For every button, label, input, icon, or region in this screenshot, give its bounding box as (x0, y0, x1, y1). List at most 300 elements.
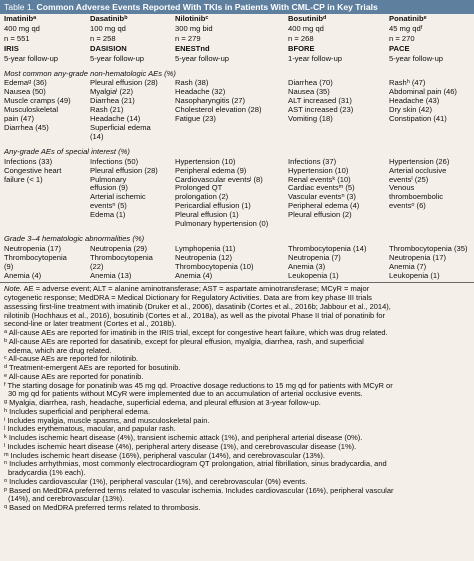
table-cell (171, 97, 284, 106)
footnote-mark: d (4, 364, 8, 371)
patient-count: n = 551 (4, 33, 30, 43)
table-cell (171, 133, 284, 142)
cell-text: Nausea (35) (288, 88, 330, 97)
cell-text: (25) (412, 175, 429, 184)
note-text: Includes myalgia, muscle spasms, and musculoskeletal pain. (5, 416, 210, 425)
table-cell (171, 254, 284, 263)
cell-text: Pleural effusion (28) (90, 79, 158, 88)
cell-text: Infections (33) (4, 157, 53, 166)
note-text: cytogenetic response; MedDRA = Medical Dictionary for Regulatory Activities. Data are from key phase III trials (4, 294, 372, 303)
section-header (0, 146, 474, 158)
table-cell (385, 202, 474, 211)
patient-count: n = 270 (389, 33, 415, 43)
header-cell (86, 34, 171, 44)
note-text: All-cause AEs are reported for nilotinib. (6, 355, 139, 364)
table-cell (385, 263, 474, 272)
footnote-mark: a (33, 15, 37, 21)
note-line (4, 312, 470, 321)
cell-text: (10) (335, 175, 351, 184)
cell-text: Anemia (7) (389, 262, 427, 271)
table-cell (86, 79, 171, 88)
header-cell (171, 34, 284, 44)
cell-text: Prolonged QT (175, 184, 223, 193)
note-line (4, 434, 470, 443)
cell-text: Rash (21) (90, 106, 124, 115)
table-cell (284, 106, 385, 115)
cell-text: Congestive heart (4, 166, 62, 175)
table-row (0, 211, 474, 220)
followup-period: 5-year follow-up (175, 53, 230, 63)
note-text: Includes ischemic heart disease (4%), peripheral artery disease (1%), and cerebrovascular disease (1%). (5, 442, 357, 451)
cell-text: Cardiac events (288, 184, 339, 193)
footnote-mark: l (4, 442, 6, 449)
footnote-mark: f (420, 24, 423, 31)
cell-text: Pulmonary (90, 175, 127, 184)
cell-text: Musculoskeletal (4, 106, 59, 115)
table-row (0, 167, 474, 176)
table-cell (385, 106, 474, 115)
cell-text: Muscle cramps (49) (4, 97, 71, 106)
table-row (0, 220, 474, 229)
note-text: Myalgia, diarrhea, rash, headache, superficial edema, and pleural effusion at 3-year follow-up. (7, 399, 321, 408)
note-line (4, 504, 470, 513)
note-line (4, 294, 470, 303)
note-text: Based on MedDRA preferred terms related to vascular ischemia. Includes cardiovascular (16%), peripheral vascular (7, 486, 394, 495)
table-cell (86, 88, 171, 97)
table-cell (284, 193, 385, 202)
cell-text: Rash (389, 79, 407, 88)
note-line (4, 460, 470, 469)
cell-text: Diarrhea (70) (288, 79, 333, 88)
table-cell (0, 184, 86, 193)
cell-text: Myalgia (90, 88, 117, 97)
table-cell (284, 167, 385, 176)
header-row (0, 24, 474, 34)
table-cell (385, 193, 474, 202)
footnote-mark: e (4, 372, 8, 379)
section-header (0, 68, 474, 80)
table-row (0, 245, 474, 254)
cell-text: (47) (409, 79, 426, 88)
adverse-events-table (0, 14, 474, 280)
table-cell (0, 167, 86, 176)
footnote-mark: k (332, 175, 336, 182)
cell-text: Thrombocytopenia (35) (389, 244, 468, 253)
header-cell (0, 14, 86, 24)
drug-dose: 100 mg qd (90, 23, 126, 33)
table-cell (171, 106, 284, 115)
table-row (0, 158, 474, 167)
section-title: Most common any-grade non-hematologic AEs (%) (4, 68, 176, 78)
note-line (4, 487, 470, 496)
table-row (0, 272, 474, 281)
section-title: Grade 3–4 hematologic abnormalities (%) (4, 233, 145, 243)
trial-name: ENESTnd (175, 43, 210, 53)
header-cell (171, 44, 284, 54)
header-cell (284, 14, 385, 24)
cell-text: (3) (344, 193, 356, 202)
cell-text: (5) (115, 202, 127, 211)
table-cell (171, 245, 284, 254)
cell-text: Hypertension (10) (288, 166, 349, 175)
footnote-mark: g (28, 79, 32, 86)
cell-text: Diarrhea (45) (4, 123, 49, 132)
table-cell (171, 88, 284, 97)
note-text: (14%), and cerebrovascular (13%). (8, 495, 125, 504)
header-cell (385, 44, 474, 54)
drug-name: Ponatinib (389, 14, 424, 23)
note-text: All-cause AEs are reported for ponatinib. (7, 372, 144, 381)
table-cell (171, 167, 284, 176)
footnote-mark: l (411, 175, 413, 182)
header-cell (385, 54, 474, 64)
cell-text: Vomiting (18) (288, 115, 333, 124)
note-text: The starting dosage for ponatinib was 45 mg qd. Proactive dosage reductions to 15 mg qd for patients with MCyR or (5, 381, 393, 390)
note-text: Includes arrhythmias, most commonly electrocardiogram QT prolongation, atrial fibrillation, sinus bradycardia, and (7, 460, 387, 469)
patient-count: n = 279 (175, 33, 201, 43)
table-cell (385, 133, 474, 142)
footnote-mark: o (4, 477, 8, 484)
note-text: Treatment-emergent AEs are reported for bosutinib. (7, 364, 181, 373)
cell-text: Cardiovascular events (175, 175, 251, 184)
cell-text: Edema (4, 79, 29, 88)
table-cell (385, 254, 474, 263)
table-cell (86, 245, 171, 254)
table-cell (385, 184, 474, 193)
header-cell (284, 54, 385, 64)
table-cell (86, 263, 171, 272)
cell-text: Neutropenia (17) (4, 244, 61, 253)
table-cell (284, 115, 385, 124)
cell-text: Diarrhea (21) (90, 97, 135, 106)
table-cell (284, 184, 385, 193)
note-text: Based on MedDRA preferred terms related to thrombosis. (7, 504, 201, 513)
note-text: 30 mg qd for patients without MCyR were implemented due to an accumulation of arterial occlusive events. (8, 390, 363, 399)
note-line (4, 347, 470, 356)
note-text: All-cause AEs are reported for dasatinib, except for pleural effusion, myalgia, diarrhea, rash, and superficial (7, 337, 364, 346)
header-cell (284, 44, 385, 54)
cell-text: (22) (90, 262, 104, 271)
followup-period: 5-year follow-up (389, 53, 444, 63)
header-cell (0, 24, 86, 34)
cell-text: Thrombocytopenia (10) (175, 262, 254, 271)
table-row (0, 254, 474, 263)
table-cell (284, 133, 385, 142)
drug-dose: 400 mg qd (288, 23, 324, 33)
note-line (4, 320, 470, 329)
table-cell (284, 88, 385, 97)
cell-text: events (389, 175, 412, 184)
note-line (4, 452, 470, 461)
table-cell (284, 254, 385, 263)
note-line (4, 495, 470, 504)
table-cell (86, 220, 171, 229)
cell-text: Vascular events (288, 193, 342, 202)
table-cell (0, 115, 86, 124)
footnote-mark: j (250, 175, 252, 182)
note-text: edema, which are drug related. (8, 346, 112, 355)
table-cell (385, 115, 474, 124)
cell-text: Pulmonary hypertension (0) (175, 220, 269, 229)
table-row (0, 193, 474, 202)
cell-text: events (389, 202, 412, 211)
note-text: assessing first-line treatment with imatinib (Druker et al., 2006), dasatinib (Cortes et al., 2016b; Jabbour et al., 2014), (4, 302, 391, 311)
table-cell (86, 158, 171, 167)
cell-text: Pleural effusion (28) (90, 166, 158, 175)
cell-text: (14) (90, 132, 104, 141)
cell-text: failure (< 1) (4, 175, 43, 184)
note-line (4, 443, 470, 452)
note-line (4, 390, 470, 399)
header-cell (86, 24, 171, 34)
cell-text: Headache (32) (175, 88, 226, 97)
note-line (4, 303, 470, 312)
note-text: Includes superficial and peripheral edema. (7, 407, 151, 416)
cell-text: Neutropenia (17) (389, 253, 446, 262)
cell-text: (5) (343, 184, 355, 193)
table-cell (385, 272, 474, 281)
table-cell (385, 220, 474, 229)
table-row (0, 124, 474, 133)
table-cell (0, 193, 86, 202)
cell-text: (8) (251, 175, 263, 184)
cell-text: Constipation (41) (389, 115, 447, 124)
header-cell (86, 44, 171, 54)
cell-text: Infections (37) (288, 157, 337, 166)
table-cell (0, 124, 86, 133)
footnote-mark: k (4, 434, 7, 441)
cell-text: Dry skin (42) (389, 106, 433, 115)
table-cell (171, 124, 284, 133)
cell-text: Arterial ischemic (90, 193, 146, 202)
table-cell (385, 158, 474, 167)
section-header-row (0, 146, 474, 158)
table-cell (0, 220, 86, 229)
header-row (0, 54, 474, 64)
header-cell (86, 54, 171, 64)
footnote-mark: m (4, 451, 9, 458)
cell-text: Nasopharyngitis (27) (175, 97, 246, 106)
table-cell (385, 176, 474, 185)
header-cell (171, 14, 284, 24)
header-cell (171, 54, 284, 64)
table-cell (171, 79, 284, 88)
drug-dose: 45 mg qd (389, 23, 421, 33)
table-cell (284, 263, 385, 272)
header-cell (0, 44, 86, 54)
footnote-mark: i (116, 88, 118, 95)
footnote-mark: h (4, 407, 8, 414)
cell-text: Pleural effusion (1) (175, 211, 239, 220)
header-cell (171, 24, 284, 34)
table-row (0, 263, 474, 272)
note-line (4, 364, 470, 373)
table-cell (171, 184, 284, 193)
cell-text: Cholesterol elevation (28) (175, 106, 262, 115)
cell-text: Neutropenia (29) (90, 244, 147, 253)
trial-name: DASISION (90, 43, 127, 53)
footnote-mark: p (4, 486, 8, 493)
cell-text: events (90, 202, 113, 211)
table-cell (86, 272, 171, 281)
section-title: Any-grade AEs of special interest (%) (4, 146, 130, 156)
drug-name: Bosutinib (288, 14, 324, 23)
table-cell (284, 211, 385, 220)
cell-text: Thrombocytopenia (14) (288, 244, 367, 253)
table-cell (385, 124, 474, 133)
note-line (4, 338, 470, 347)
trial-name: PACE (389, 43, 410, 53)
table-notes (0, 283, 474, 513)
note-line (4, 469, 470, 478)
footnote-mark: m (338, 184, 344, 191)
table-row (0, 133, 474, 142)
cell-text: pain (47) (4, 115, 34, 124)
cell-text: Superficial edema (90, 123, 151, 132)
drug-dose: 400 mg qd (4, 23, 40, 33)
note-text: AE = adverse event; ALT = alanine aminotransferase; AST = aspartate aminotransferase; MCyR = major (21, 285, 370, 294)
footnote-mark: n (4, 460, 8, 467)
table-cell (284, 272, 385, 281)
cell-text: Anemia (3) (288, 262, 326, 271)
table-row (0, 115, 474, 124)
note-text: Includes ischemic heart disease (4%), transient ischemic attack (1%), and peripheral arterial disease (0%). (6, 434, 363, 443)
cell-text: Infections (50) (90, 157, 139, 166)
table-cell (171, 115, 284, 124)
patient-count: n = 268 (288, 33, 314, 43)
table-cell (284, 97, 385, 106)
table-title: Common Adverse Events Reported With TKIs in Patients With CML-CP in Key Trials (36, 2, 378, 12)
footnote-mark: q (4, 504, 8, 511)
footnote-mark: n (341, 193, 345, 200)
footnote-mark: i (4, 416, 6, 423)
table-cell (284, 220, 385, 229)
table-number: Table 1. (4, 2, 35, 12)
cell-text: Peripheral edema (4) (288, 202, 360, 211)
header-cell (385, 14, 474, 24)
cell-text: Leukopenia (1) (389, 271, 440, 280)
header-cell (284, 24, 385, 34)
table-title-bar (0, 0, 474, 14)
table-cell (86, 184, 171, 193)
table-cell (0, 245, 86, 254)
cell-text: effusion (9) (90, 184, 128, 193)
trial-name: IRIS (4, 43, 19, 53)
header-cell (284, 34, 385, 44)
note-line (4, 408, 470, 417)
followup-period: 5-year follow-up (4, 53, 59, 63)
cell-text: (22) (117, 88, 134, 97)
table-cell (0, 106, 86, 115)
cell-text: Pericardial effusion (1) (175, 202, 251, 211)
table-cell (385, 211, 474, 220)
table-cell (86, 193, 171, 202)
header-row (0, 44, 474, 54)
cell-text: Neutropenia (12) (175, 253, 232, 262)
table-cell (86, 97, 171, 106)
table-cell (171, 263, 284, 272)
table-cell (0, 176, 86, 185)
note-text: Includes erythematous, macular, and papular rash. (5, 425, 176, 434)
table-cell (171, 211, 284, 220)
cell-text: Arterial occlusive (389, 166, 447, 175)
note-line (4, 355, 470, 364)
footnote-mark: b (4, 337, 8, 344)
header-cell (385, 24, 474, 34)
table-cell (284, 245, 385, 254)
footnote-mark: n (112, 202, 116, 209)
table-cell (0, 202, 86, 211)
table-cell (0, 158, 86, 167)
table-cell (0, 254, 86, 263)
footnote-mark: a (4, 329, 8, 336)
note-line (4, 478, 470, 487)
header-row (0, 34, 474, 44)
table-cell (385, 79, 474, 88)
table-row (0, 79, 474, 88)
footnote-mark: d (323, 15, 327, 21)
cell-text: (6) (414, 202, 426, 211)
footnote-mark: o (411, 202, 415, 209)
cell-text: (36) (31, 79, 47, 88)
footnote-mark: c (205, 15, 209, 21)
cell-text: Thrombocytopenia (90, 253, 153, 262)
patient-count: n = 258 (90, 33, 116, 43)
table-cell (86, 167, 171, 176)
table-cell (284, 158, 385, 167)
cell-text: Peripheral edema (9) (175, 166, 247, 175)
header-cell (86, 14, 171, 24)
cell-text: Lymphopenia (11) (175, 244, 236, 253)
table-row (0, 97, 474, 106)
followup-period: 1-year follow-up (288, 53, 343, 63)
note-text: Includes ischemic heart disease (16%), peripheral vascular (14%), and cerebrovascular (13%). (8, 451, 325, 460)
drug-name: Nilotinib (175, 14, 206, 23)
table-cell (171, 272, 284, 281)
table-row (0, 106, 474, 115)
drug-name: Imatinib (4, 14, 34, 23)
table-cell (0, 133, 86, 142)
cell-text: AST increased (23) (288, 106, 354, 115)
cell-text: thromboembolic (389, 193, 444, 202)
cell-text: Anemia (4) (4, 271, 42, 280)
note-text: bradycardia (1% each). (8, 469, 86, 478)
followup-period: 5-year follow-up (90, 53, 145, 63)
cell-text: Headache (43) (389, 97, 440, 106)
cell-text: Leukopenia (1) (288, 271, 339, 280)
table-cell (284, 124, 385, 133)
table-cell (171, 220, 284, 229)
table-cell (0, 211, 86, 220)
table-row (0, 184, 474, 193)
table-cell (86, 176, 171, 185)
table-row (0, 176, 474, 185)
cell-text: Pleural effusion (2) (288, 211, 352, 220)
table-cell (0, 88, 86, 97)
cell-text: Venous (389, 184, 415, 193)
header-row (0, 14, 474, 24)
table-cell (0, 79, 86, 88)
cell-text: Headache (14) (90, 115, 141, 124)
cell-text: Hypertension (26) (389, 157, 450, 166)
section-header (0, 233, 474, 245)
table-cell (86, 106, 171, 115)
footnote-mark: h (406, 79, 410, 86)
section-header-row (0, 233, 474, 245)
table-cell (284, 202, 385, 211)
note-text: All-cause AEs are reported for imatinib in the IRIS trial, except for congestive heart failure, which was drug related. (7, 329, 388, 338)
cell-text: Hypertension (10) (175, 157, 236, 166)
